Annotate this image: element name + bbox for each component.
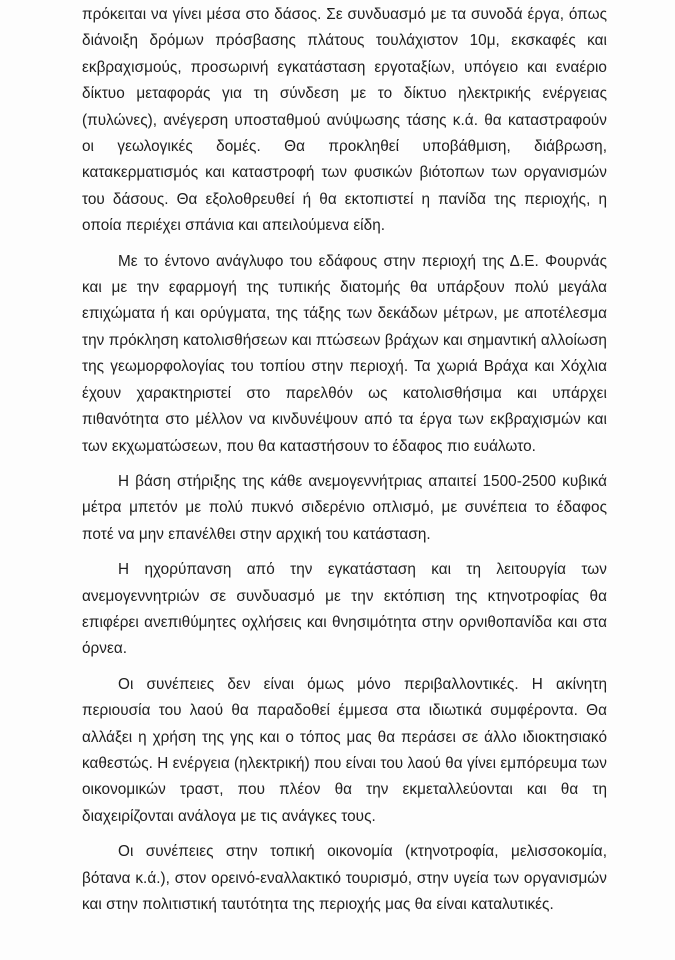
paragraph-3: Η βάση στήριξης της κάθε ανεμογεννήτριας απαιτεί 1500-2500 κυβικά μέτρα μπετόν με πολύ πυκνό σιδερένιο οπλισμό, με συνέπεια το έδαφος ποτέ να μην επανέλθει στην αρχική του κατάσταση. xyxy=(82,472,607,543)
paragraph-4: Η ηχορύπανση από την εγκατάσταση και τη λειτουργία των ανεμογεννητριών σε συνδυασμό με την εκτόπιση της κτηνοτροφίας θα επιφέρει ανεπιθύμητες οχλήσεις και θνησιμότητα στην ορνιθοπανίδα και στα όρνεα. xyxy=(82,561,607,658)
paragraph-2: Με το έντονο ανάγλυφο του εδάφους στην περιοχή της Δ.Ε. Φουρνάς και με την εφαρμογή της τυπικής διατομής θα υπάρξουν πολύ μεγάλα επιχώματα ή και ορύγματα, της τάξης των δεκάδων μέτρων, με αποτέλεσμα την πρόκληση κατολισθήσεων και πτώσεων βράχων και σημαντική αλλοίωση της γεωμορφολογίας του τοπίου στην περιοχή. Τα χωριά Βράχα και Χόχλια έχουν χαρακτηριστεί στο παρελθόν ως κατολισθήσιμα και υπάρχει πιθανότητα στο μέλλον να κινδυνέψουν από τα έργα των εκβραχισμών και των εκχωματώσεων, που θα καταστήσουν το έδαφος πιο ευάλωτο. xyxy=(82,252,607,455)
paragraph-1: πρόκειται να γίνει μέσα στο δάσος. Σε συνδυασμό με τα συνοδά έργα, όπως διάνοιξη δρόμων πρόσβασης πλάτους τουλάχιστον 10μ, εκσκαφές και εκβραχισμούς, προσωρινή εγκατάσταση εργοταξίων, υπόγειο και εναέριο δίκτυο μεταφοράς για τη σύνδεση με το δίκτυο ηλεκτρικής ενέργειας (πυλώνες), ανέγερση υποσταθμού ανύψωσης τάσης κ.ά. θα καταστραφούν οι γεωλογικές δομές. Θα προκληθεί υποβάθμιση, διάβρωση, κατακερματισμός και καταστροφή των φυσικών βιότοπων των οργανισμών του δάσους. Θα εξολοθρευθεί ή θα εκτοπιστεί η πανίδα της περιοχής, η οποία περιέχει σπάνια και απειλούμενα είδη. xyxy=(82,6,607,235)
paragraph-6: Οι συνέπειες στην τοπική οικονομία (κτηνοτροφία, μελισσοκομία, βότανα κ.ά.), στον ορεινό-εναλλακτικό τουρισμό, στην υγεία των οργανισμών και στην πολιτιστική ταυτότητα της περιοχής μας θα είναι καταλυτικές. xyxy=(82,843,607,913)
paragraph-5: Οι συνέπειες δεν είναι όμως μόνο περιβαλλοντικές. Η ακίνητη περιουσία του λαού θα παραδοθεί έμμεσα στα ιδιωτικά συμφέροντα. Θα αλλάξει η χρήση της γης και ο τόπος μας θα περάσει σε άλλο ιδιοκτησιακό καθεστώς. Η ενέργεια (ηλεκτρική) που είναι του λαού θα γίνει εμπόρευμα των οικονομικών τραστ, που πλέον θα την εκμεταλλεύονται και θα τη διαχειρίζονται ανάλογα με τις ανάγκες τους. xyxy=(82,675,607,825)
